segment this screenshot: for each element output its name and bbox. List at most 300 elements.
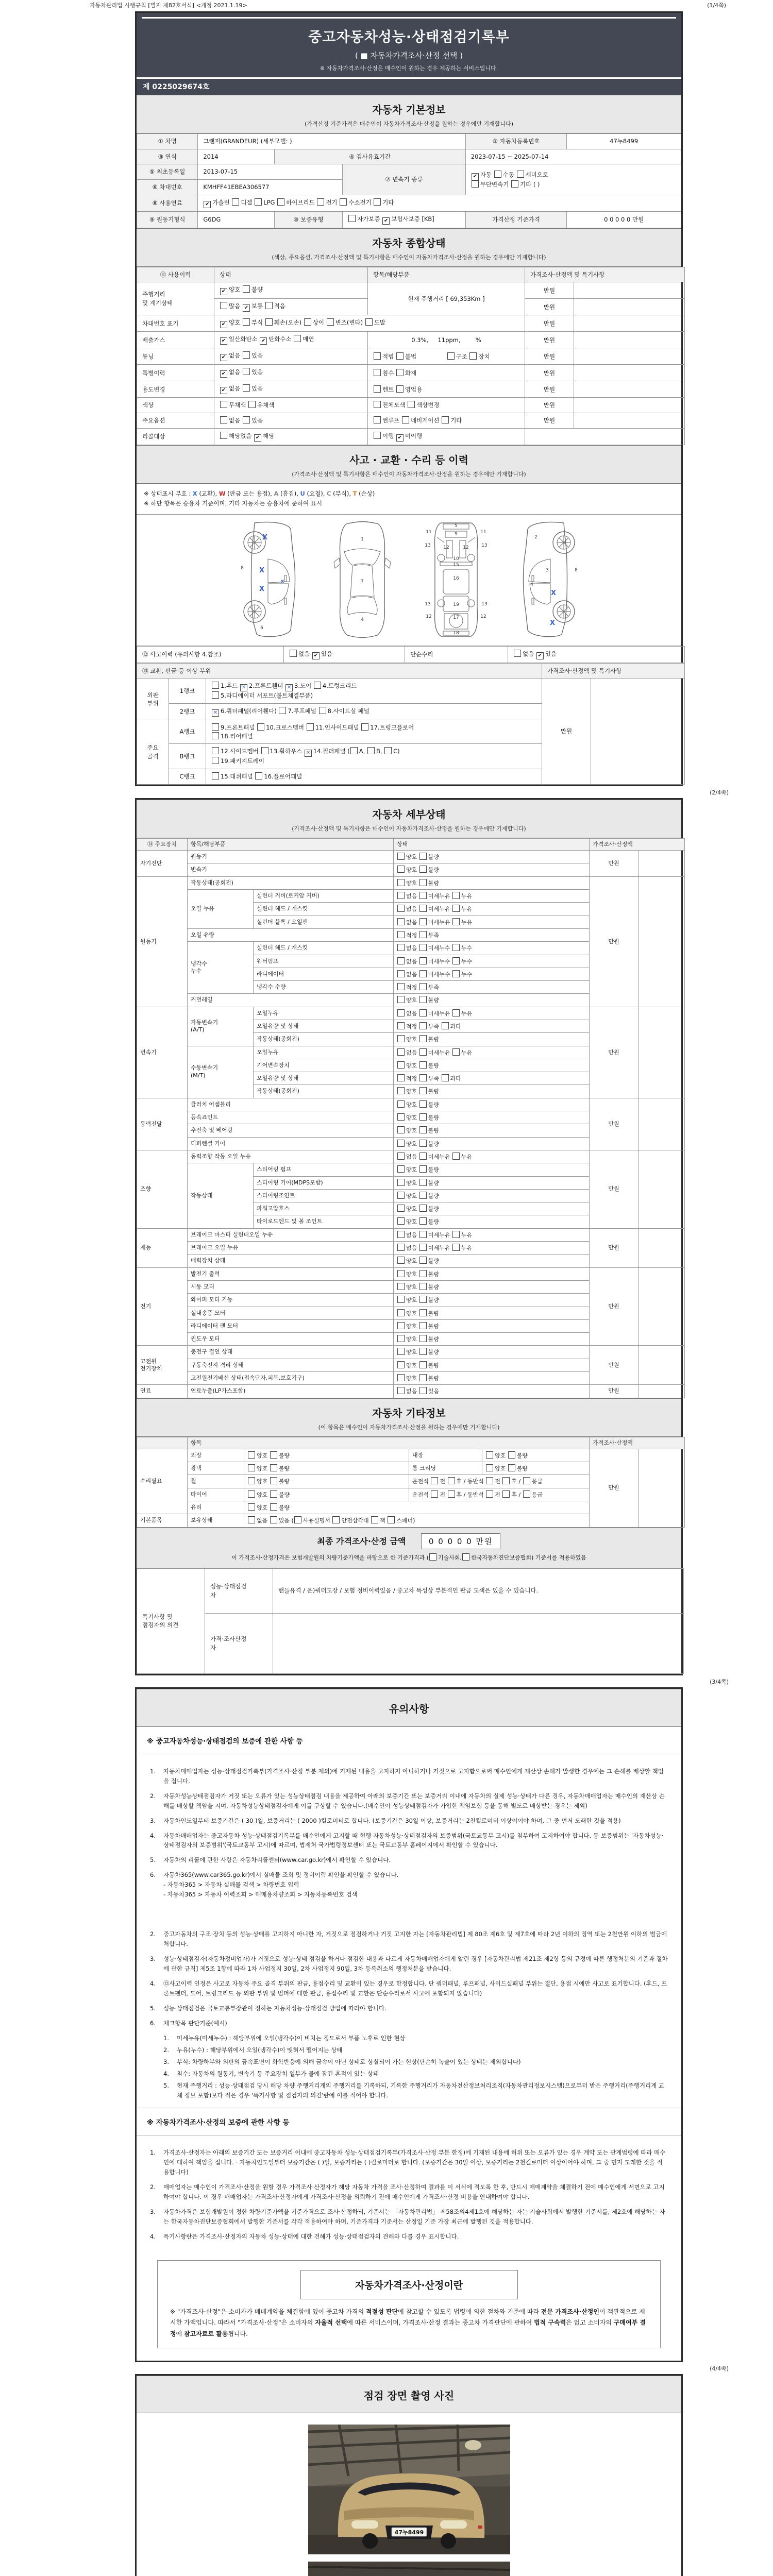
cell: 광택 xyxy=(188,1462,244,1475)
cell: 만원 xyxy=(525,398,574,413)
cell xyxy=(574,348,685,365)
cell: 양호 불량 xyxy=(394,1215,590,1228)
checkbox xyxy=(257,723,264,731)
cell xyxy=(574,381,685,398)
cell xyxy=(574,299,685,315)
notice-item-number: 3. xyxy=(150,1817,156,1824)
table-row xyxy=(137,332,685,348)
cell: 만원 xyxy=(590,851,638,877)
cell: 실린더 블록 / 오일팬 xyxy=(254,916,394,928)
cell: 원동기 xyxy=(188,851,394,863)
diagram-part-number: 9 xyxy=(454,531,458,537)
checkbox xyxy=(397,1022,405,1029)
cell: 양호 불량 xyxy=(394,1333,590,1346)
notice-item-number: 2. xyxy=(163,2046,169,2054)
table-row xyxy=(137,876,685,889)
cell: 양호 불량 xyxy=(394,994,590,1007)
checkbox xyxy=(419,1322,427,1329)
cell: 만원 xyxy=(590,1385,638,1398)
notice-section-2-title: ※ 자동차가격조사·산정의 보증에 관한 사항 등 xyxy=(137,2108,681,2136)
cell: 0 0 0 0 0 만원 xyxy=(567,211,681,228)
final-price-label: 최종 가격조사·산정 금액 xyxy=(317,1536,406,1546)
checkbox xyxy=(397,1348,405,1355)
cell: 특별이력 xyxy=(137,365,214,381)
diagram-part-number: 12 xyxy=(480,614,486,619)
checkbox xyxy=(248,1477,255,1484)
opinions-table xyxy=(137,1568,684,1674)
cell: 많음 ✔ 보통 적음 xyxy=(214,299,368,315)
notice-item-number: 4. xyxy=(150,1832,156,1839)
cell: 운전석 전 후 / 동반석 전 후 / 응급 xyxy=(409,1475,590,1488)
checkbox xyxy=(397,1322,405,1329)
cell: 양호 불량 xyxy=(394,1033,590,1046)
checkbox-checked: ✔ xyxy=(220,321,227,328)
cell: 항목/해당부품 xyxy=(188,838,394,850)
cell: 튜닝 xyxy=(137,348,214,365)
cell: 배출가스 xyxy=(137,332,214,348)
table-row xyxy=(137,1267,685,1280)
cell xyxy=(574,315,685,332)
checkbox-checked: ✔ xyxy=(382,217,390,225)
cell: 없음 미세누유 누유 xyxy=(394,1242,590,1255)
checkbox xyxy=(419,1113,427,1121)
cell: 1.후드 ✕ 2.프론트휀더 ✕ 3.도어 4.트렁크리드 5.라디에이터 서포트(볼트체결부품) xyxy=(206,679,542,704)
checkbox xyxy=(248,1490,255,1498)
cell: 양호 불량 xyxy=(394,1189,590,1202)
cell: 외장 xyxy=(188,1449,244,1462)
checkbox-checked: ✔ xyxy=(396,434,404,442)
checkbox-checked: ✔ xyxy=(472,173,479,180)
checkbox xyxy=(397,1113,405,1121)
notice-item-text: ⑫사고이력 인정은 사고로 자동차 주요 골격 부위의 판금, 용접수리 및 교환이 있는 경우로 한정합니다. 단 쿼터패널, 루프패널, 사이드실패널 부위는 절단, 용접 시에만 사고로 표기합니다. (후드, 프론트펜더, 도어, 트렁크리드 등 외판 부위 및 범퍼에 대한 판금, 용접수리 및 교환은 단순수리로서 사고에 포함되지 않습니다) xyxy=(163,1980,667,1997)
notice-item-text: 현재 주행거리 : 성능·상태점검 당시 해당 차량 주행거리계의 주행거리를 기록하되, 기록한 주행거리가 자동차전산정보처리조직(자동차관리정보시스템)으로부터 받은 주행거리(주행거리계 교체 정보 포함)보다 적은 경우 '특기사항 및 점검자의 의견'란에 이를 적어야 합니다. xyxy=(177,2081,664,2099)
checkbox xyxy=(402,416,409,423)
cell: 만원 xyxy=(590,1346,638,1385)
checkbox xyxy=(419,1257,427,1264)
cell: 용도변경 xyxy=(137,381,214,398)
cell: 클러치 어셈블리 xyxy=(188,1098,394,1111)
cell: 오일유량 및 상태 xyxy=(254,1072,394,1085)
checkbox xyxy=(397,918,405,925)
checkbox xyxy=(294,335,301,342)
checkbox xyxy=(419,1309,427,1316)
cell: 스티어링 펌프 xyxy=(254,1163,394,1176)
table-row xyxy=(137,1098,685,1111)
notice-item-text: 자동차의 리콜에 관한 사항은 자동차리콜센터(www.car.go.kr)에서 확인할 수 있습니다. xyxy=(163,1856,391,1864)
basic-info-table xyxy=(137,133,681,228)
checkbox xyxy=(419,905,427,912)
sheet-2 xyxy=(135,798,683,1675)
diagram-part-number: 13 xyxy=(424,601,431,607)
cell: 자동변속기 (A/T) xyxy=(188,1007,254,1046)
notice-item-text: 부식: 차량하부와 외판의 금속표면이 화학반응에 의해 금속이 아닌 상태로 상실되어 가는 현상(단순히 녹슬어 있는 상태는 제외합니다) xyxy=(177,2058,521,2066)
cell: ⑭ 주요장치 xyxy=(137,838,188,850)
checkbox xyxy=(419,1335,427,1342)
cell: 스티어링조인트 xyxy=(254,1189,394,1202)
notice-item-text: 성능·상태점검자(자동차정비업자)가 거짓으로 성능·상태 점검을 하거나 점검한 내용과 다르게 자동차매매업자에게 알린 경우 [자동차관리법 제21조 제2항 등의 규정에 따른 행정처분의 기준과 절차에 관한 규칙] 제5조 1항에 따라 1차 사업정지 30일, 2차 사업정지 90일, 3차 등록취소의 행정처분을 받습니다. xyxy=(163,1955,668,1973)
cell: 양호 불량 xyxy=(394,1111,590,1124)
checkbox xyxy=(419,866,427,873)
notice-item xyxy=(150,1870,668,1900)
checkbox xyxy=(248,401,256,408)
checkbox xyxy=(397,853,405,860)
checkbox xyxy=(419,1387,427,1394)
cell: ⑤ 최초등록일 xyxy=(137,164,198,180)
checkbox xyxy=(374,352,381,360)
page-label-2: (2/4쪽) xyxy=(710,789,729,796)
checkbox xyxy=(514,650,521,657)
cell: 수동변속기 (M/T) xyxy=(188,1046,254,1098)
notice-title: 유의사항 xyxy=(389,1702,429,1715)
notice-item xyxy=(163,2069,668,2079)
status-code-legend xyxy=(137,484,681,515)
checkbox xyxy=(397,1061,405,1069)
document-number: 제 0225029674호 xyxy=(137,77,681,95)
cell: 라디에이터 xyxy=(254,968,394,980)
cell: 없음 미세누유 누유 xyxy=(394,916,590,928)
detail-subtitle: (가격조사·산정액 및 특기사항은 매수인이 자동차가격조사·산정을 원하는 경우에만 기재합니다) xyxy=(292,825,526,832)
cell: 양호 불량 xyxy=(482,1462,590,1475)
cell: 주요옵션 xyxy=(137,413,214,429)
cell: 양호 불량 xyxy=(244,1488,409,1501)
checkbox xyxy=(397,1100,405,1108)
notice-item-number: 3. xyxy=(150,2208,156,2215)
checkbox xyxy=(384,747,392,754)
cell: 제동 xyxy=(137,1228,188,1267)
table-row xyxy=(137,1449,685,1462)
checkbox xyxy=(365,318,373,326)
notice-item xyxy=(150,1767,668,1786)
checkbox xyxy=(447,352,455,360)
checkbox xyxy=(419,983,427,990)
checkbox xyxy=(486,1477,493,1484)
cell: 15.대쉬패널 16.플로어패널 xyxy=(206,769,542,785)
checkbox xyxy=(290,650,297,657)
checkbox xyxy=(452,944,460,951)
notice-item xyxy=(163,2081,668,2100)
checkbox-checked: ✔ xyxy=(312,652,320,659)
page-label-4: (4/4쪽) xyxy=(710,2365,729,2372)
photos-title: 점검 장면 촬영 사진 xyxy=(363,2389,455,2402)
cell: 만원 xyxy=(525,315,574,332)
checkbox xyxy=(265,318,273,326)
cell: 양호 불량 xyxy=(394,1280,590,1293)
diagram-part-number: 16 xyxy=(452,575,459,581)
checkbox xyxy=(442,416,449,423)
notice-item-number: 3. xyxy=(150,1955,156,1963)
checkbox xyxy=(469,352,477,360)
checkbox xyxy=(431,1477,438,1484)
cell: 이행 ✔ 미이행 xyxy=(368,428,525,445)
cell: 만원 xyxy=(590,1007,638,1098)
cell: 가격조사·산정액 xyxy=(590,1437,685,1449)
checkbox xyxy=(452,1231,460,1238)
table-row xyxy=(137,428,685,445)
checkbox xyxy=(243,368,250,375)
checkbox xyxy=(419,1126,427,1133)
checkbox xyxy=(486,1451,493,1459)
checkbox xyxy=(419,1035,427,1042)
cell: 12.사이드멤버 13.휠하우스 ✕ 14.필러패널 ( A, B, C) 19.패키지트레이 xyxy=(206,744,542,769)
cell: 양호 불량 xyxy=(394,1267,590,1280)
cell: 가격조사·산정액 및 특기사항 xyxy=(542,663,685,679)
cell: 원동기 xyxy=(137,876,188,1007)
diagram-x-mark: X xyxy=(262,533,267,541)
cell: 없음 있음 ( 사용설명서 안전삼각대 잭 스패너) xyxy=(244,1514,590,1527)
checkbox xyxy=(397,1244,405,1251)
cell: ⑧ 사용연료 xyxy=(137,195,198,211)
cell: 가격조사·산정액 및 특기사항 xyxy=(525,267,685,282)
final-price-applied: 이 가격조사·산정가격은 보험개발원의 차량기준가액을 바탕으로 한 기준가격과 ( 기술사회, 한국자동차진단보증협회) 기준서를 적용하였음 xyxy=(231,1554,586,1561)
checkbox xyxy=(397,996,405,1003)
cell: ✔ 양호 부식 훼손(오손) 상이 변조(변타) 도말 xyxy=(214,315,525,332)
table-row xyxy=(137,413,685,429)
cell: ✔ 없음 있음 xyxy=(214,381,368,398)
cell: 구동축전지 격리 상태 xyxy=(188,1359,394,1371)
checkbox xyxy=(212,682,219,689)
cell: 양호 불량 xyxy=(394,1085,590,1098)
checkbox xyxy=(396,369,404,376)
cell: ⑨ 원동기형식 xyxy=(137,211,198,228)
cell: 만원 xyxy=(590,1098,638,1150)
table-row xyxy=(137,365,685,381)
diagram-part-number: 13 xyxy=(424,543,431,548)
diagram-x-mark: X xyxy=(549,619,555,627)
cell: 양호 불량 xyxy=(394,1202,590,1215)
form-subtitle: ( ■ 자동차가격조사·산정 선택 ) xyxy=(355,51,463,60)
checkbox xyxy=(261,747,268,754)
cell: 기어변속장치 xyxy=(254,1059,394,1072)
cell: 양호 불량 xyxy=(394,851,590,863)
checkbox-checked: ✔ xyxy=(260,337,267,345)
checkbox xyxy=(452,957,460,964)
cell: ③ 연식 xyxy=(137,149,198,164)
checkbox xyxy=(419,1231,427,1238)
form-title: 중고자동차성능·상태점검기록부 xyxy=(308,29,510,45)
cell xyxy=(638,1449,685,1527)
checkbox xyxy=(523,1490,530,1498)
cell: 전체도색 색상변경 xyxy=(368,398,525,413)
checkbox xyxy=(212,723,219,731)
checkbox xyxy=(397,1231,405,1238)
cell: 없음 미세누유 누유 xyxy=(394,1007,590,1020)
cell: 동력전달 xyxy=(137,1098,188,1150)
cell: 현재 주행거리 [ 69,353Km ] xyxy=(368,282,525,315)
cell: 항목 xyxy=(188,1437,590,1449)
notice-item-number: 6. xyxy=(150,2020,156,2027)
cell: 오일누유 xyxy=(254,1007,394,1020)
cell: 변속기 xyxy=(188,863,394,876)
cell: 가격조사·산정액 xyxy=(590,838,685,850)
cell: 해당없음 ✔ 해당 xyxy=(214,428,368,445)
checkbox xyxy=(220,432,227,439)
cell xyxy=(638,1007,685,1098)
cell: G6DG xyxy=(198,211,274,228)
cell: 렌트 영업용 xyxy=(368,381,525,398)
legend-segment: ※ 상태표시 부호 : xyxy=(144,489,193,497)
checkbox xyxy=(397,1309,405,1316)
notice-item xyxy=(150,1816,668,1826)
cell: 와이퍼 모터 기능 xyxy=(188,1294,394,1307)
notice-item-number: 2. xyxy=(150,1792,156,1800)
notice-item-number: 6. xyxy=(150,1871,156,1879)
checkbox-checked: ✔ xyxy=(220,288,227,295)
table-row xyxy=(137,315,685,332)
checkbox xyxy=(419,1348,427,1355)
checkbox xyxy=(212,747,219,754)
cell: 양호 불량 xyxy=(394,1359,590,1371)
cell xyxy=(638,1385,685,1398)
checkbox xyxy=(419,879,427,886)
notice-item-number: 5. xyxy=(150,1856,156,1864)
checkbox-x-mark: ✕ xyxy=(285,684,293,691)
title-rule xyxy=(142,17,676,19)
table-row xyxy=(137,646,685,663)
checkbox-x-mark: ✕ xyxy=(212,709,219,717)
cell: 성능·상태점검 자 xyxy=(205,1568,273,1613)
checkbox xyxy=(350,747,358,754)
cell: ✔ 없음 있음 xyxy=(214,348,368,365)
cell: 47누8499 xyxy=(567,134,681,149)
checkbox xyxy=(243,351,250,359)
cell xyxy=(574,413,685,429)
cell: 9.프론트패널 10.크로스멤버 11.인사이드패널 17.트렁크플로어 18.리어패널 xyxy=(206,720,542,744)
etc-table xyxy=(137,1437,685,1528)
cell: 특기사항 및 점검자의 의견 xyxy=(137,1568,205,1673)
diagram-part-number: 4 xyxy=(530,582,533,587)
cell: 파워고압호스 xyxy=(254,1202,394,1215)
checkbox xyxy=(419,1009,427,1016)
cell: 디퍼렌셜 기어 xyxy=(188,1137,394,1150)
cell: 만원 xyxy=(525,299,574,315)
checkbox xyxy=(307,723,314,731)
checkbox xyxy=(419,1192,427,1199)
cell xyxy=(638,1098,685,1150)
checkbox xyxy=(517,171,524,178)
legend-segment: (손상) xyxy=(357,489,375,497)
cell: 없음 ✔ 있음 xyxy=(284,646,405,663)
cell: 리콜대상 xyxy=(137,428,214,445)
table-row xyxy=(137,663,685,679)
checkbox-checked: ✔ xyxy=(243,304,250,312)
car-damage-diagram xyxy=(137,515,681,646)
checkbox xyxy=(419,918,427,925)
cell: 오일유량 및 상태 xyxy=(254,1020,394,1032)
diagram-part-number: 13 xyxy=(481,601,488,607)
cell: 조향 xyxy=(137,1150,188,1228)
cell: 만원 xyxy=(590,1449,638,1527)
table-row xyxy=(137,134,681,149)
cell: 냉각수 누수 xyxy=(188,942,254,994)
cell: 양호 불량 xyxy=(244,1475,409,1488)
legend-segment: A xyxy=(274,489,279,497)
cell: 양호 불량 xyxy=(394,1372,590,1385)
cell: 발전기 출력 xyxy=(188,1267,394,1280)
notice-item xyxy=(150,2182,668,2202)
cell xyxy=(574,332,685,348)
notice-item-number: 5. xyxy=(163,2081,169,2089)
checkbox xyxy=(408,401,415,408)
checkbox xyxy=(212,757,219,764)
notice-item-text: 자동차매매업자는 성능·상태점검기록부(가격조사·산정 부분 제외)에 기재된 내용을 고지하지 아니하거나 거짓으로 고지함으로써 매수인에게 재산상 손해가 발생한 경우에는 그 손해를 배상할 책임을 집니다. xyxy=(163,1767,664,1785)
sheet-3 xyxy=(135,1687,683,2363)
cell: 만원 xyxy=(590,1150,638,1228)
cell: 없음 미세누수 누수 xyxy=(394,968,590,980)
cell: 상태 xyxy=(214,267,368,282)
table-row xyxy=(137,267,685,282)
checkbox xyxy=(419,853,427,860)
cell: 타이어 xyxy=(188,1488,244,1501)
cell: 동력조향 작동 오일 누유 xyxy=(188,1150,394,1163)
table-row xyxy=(137,1150,685,1163)
checkbox xyxy=(452,970,460,977)
etc-band xyxy=(137,1398,681,1437)
table-row xyxy=(137,211,681,228)
cell: 실린더 커버(로커암 커버) xyxy=(254,890,394,903)
cell: 양호 불량 xyxy=(394,1124,590,1137)
notice-item-number: 2. xyxy=(150,1930,156,1938)
page-label-3: (3/4쪽) xyxy=(710,1678,729,1685)
checkbox xyxy=(374,369,381,376)
checkbox xyxy=(374,198,381,206)
checkbox xyxy=(220,401,227,408)
checkbox xyxy=(448,1490,455,1498)
cell: 양호 불량 xyxy=(244,1449,409,1462)
notice-item-number: 4. xyxy=(163,2070,169,2077)
cell: ⑥ 차대번호 xyxy=(137,180,198,195)
checkbox xyxy=(388,1516,395,1523)
form-reference-line xyxy=(90,1,726,9)
checkbox xyxy=(429,1553,436,1561)
sheet-4 xyxy=(135,2374,683,2576)
cell: 적정 부족 과다 xyxy=(394,1020,590,1032)
notice-section-1-title: ※ 중고자동차성능·상태점검의 보증에 관한 사항 등 xyxy=(137,1726,681,1754)
car-side-right-diagram xyxy=(516,520,583,639)
diagram-part-number: 11 xyxy=(480,529,486,535)
cell: ② 자동차등록번호 xyxy=(465,134,567,149)
cell: ✔ 없음 있음 xyxy=(214,365,368,381)
cell: 작동상태(공회전) xyxy=(254,1033,394,1046)
checkbox xyxy=(486,1490,493,1498)
diagram-part-number: 5 xyxy=(454,523,458,529)
cell: 커먼레일 xyxy=(188,994,394,1007)
checkbox xyxy=(367,747,375,754)
diagram-part-number: 7 xyxy=(360,579,364,584)
cell: 가격·조사산정 자 xyxy=(205,1613,273,1673)
checkbox xyxy=(397,1192,405,1199)
cell: 브레이크 오일 누유 xyxy=(188,1242,394,1255)
diagram-part-number: 10 xyxy=(452,556,459,562)
notice-item xyxy=(150,2019,668,2028)
cell: 1랭크 xyxy=(169,679,206,704)
checkbox xyxy=(452,892,460,899)
checkbox-checked: ✔ xyxy=(254,434,261,442)
cell: 만원 xyxy=(525,348,574,365)
notice-item-text: 누유(누수) : 해당부위에서 오일(냉각수)이 맺혀서 떨어지는 상태 xyxy=(177,2046,343,2054)
table-row xyxy=(137,164,681,180)
diagram-part-number: 1 xyxy=(360,536,364,542)
checkbox xyxy=(397,944,405,951)
cell: 등속죠인트 xyxy=(188,1111,394,1124)
checkbox xyxy=(212,732,219,739)
legend-segment: X xyxy=(192,489,197,497)
checkbox xyxy=(397,1361,405,1368)
legend-segment: T xyxy=(352,489,357,497)
checkbox xyxy=(442,1074,449,1081)
cell: 2랭크 xyxy=(169,704,206,720)
legend-segment: (흠집), xyxy=(278,489,300,497)
cell: 양호 불량 xyxy=(394,863,590,876)
